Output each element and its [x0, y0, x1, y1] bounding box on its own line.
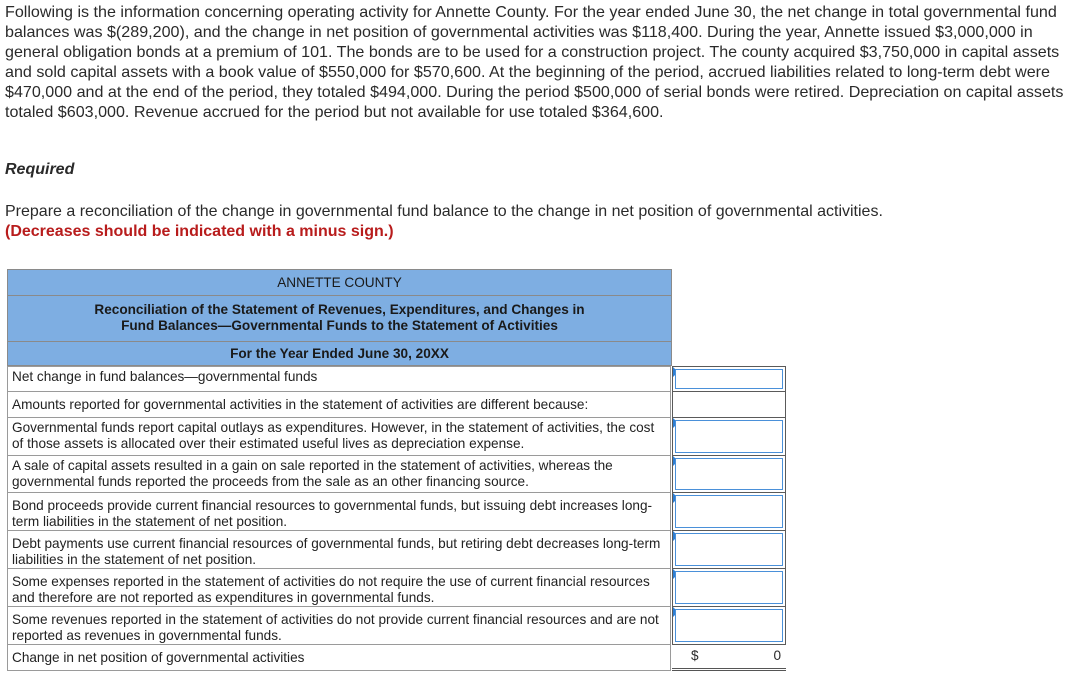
- table-row: [7, 391, 786, 418]
- table-row: [7, 366, 786, 392]
- instruction: [5, 202, 1067, 242]
- total-row: [7, 644, 786, 671]
- row-label-explanation-intro: Amounts reported for governmental activities in the statement of activities are different because:: [7, 391, 671, 418]
- entity-header: ANNETTE COUNTY: [7, 269, 672, 296]
- table-row: [7, 606, 786, 645]
- reconciliation-table: [7, 269, 786, 672]
- amount-input-noncurrent-expenses[interactable]: [675, 571, 783, 604]
- amount-input-unavailable-revenues[interactable]: [675, 609, 783, 642]
- currency-symbol: $: [691, 648, 699, 663]
- amount-cell: [672, 417, 786, 456]
- total-amount-cell: [672, 644, 786, 671]
- table-row: [7, 455, 786, 493]
- total-amount: 0: [773, 648, 781, 663]
- amount-input-debt-payments[interactable]: [675, 533, 783, 566]
- statement-title-line-2: Fund Balances—Governmental Funds to the Statement of Activities: [121, 318, 558, 333]
- amount-input-sale-of-capital-assets[interactable]: [675, 458, 783, 490]
- amount-cell: [672, 455, 786, 493]
- instruction-text: Prepare a reconciliation of the change in governmental fund balance to the change in net position of governmental activities.: [5, 203, 883, 220]
- row-label-unavailable-revenues: Some revenues reported in the statement of activities do not provide current financial resources and are not reported as revenues in governmental funds.: [7, 606, 671, 645]
- amount-cell: [672, 568, 786, 607]
- row-label-sale-of-capital-assets: A sale of capital assets resulted in a gain on sale reported in the statement of activities, whereas the governmental funds reported the proceeds from the sale as an other financing source.: [7, 455, 671, 493]
- period-header: For the Year Ended June 30, 20XX: [7, 341, 672, 366]
- table-row: [7, 417, 786, 456]
- table-row: [7, 492, 786, 531]
- row-label-noncurrent-expenses: Some expenses reported in the statement of activities do not require the use of current financial resources and therefore are not reported as expenditures in governmental funds.: [7, 568, 671, 607]
- table-row: [7, 568, 786, 607]
- amount-input-bond-proceeds[interactable]: [675, 495, 783, 528]
- sign-note: (Decreases should be indicated with a minus sign.): [5, 223, 394, 240]
- table-row: [7, 530, 786, 569]
- row-label-net-change-fund-balances: Net change in fund balances—governmental funds: [7, 366, 671, 392]
- problem-statement: Following is the information concerning operating activity for Annette County. For the year ended June 30, the net change in total governmental fund balances was $(289,200), and the change in net position of governmental activities was $118,400. During the year, Annette issued $3,000,000 in general obligation bonds at a premium of 101. The bonds are to be used for a construction project. The county acquired $3,750,000 in capital assets and sold capital assets with a book value of $550,000 for $570,600. At the beginning of the period, accrued liabilities related to long-term debt were $470,000 and at the end of the period, they totaled $494,000. During the period $500,000 of serial bonds were retired. Depreciation on capital assets totaled $603,000. Revenue accrued for the period but not available for use totaled $364,600.: [5, 3, 1064, 121]
- empty-amount-cell: [672, 391, 786, 418]
- amount-cell: [672, 492, 786, 531]
- amount-input-capital-outlay[interactable]: [675, 420, 783, 453]
- statement-title-header: [7, 295, 672, 342]
- double-underline: [672, 668, 786, 671]
- statement-title-line-1: Reconciliation of the Statement of Revenues, Expenditures, and Changes in: [94, 302, 585, 317]
- amount-cell: [672, 366, 786, 392]
- total-label: Change in net position of governmental activities: [7, 644, 671, 671]
- amount-cell: [672, 606, 786, 645]
- row-label-debt-payments: Debt payments use current financial resources of governmental funds, but retiring debt decreases long-term liabilities in the statement of net position.: [7, 530, 671, 569]
- row-label-capital-outlay: Governmental funds report capital outlays as expenditures. However, in the statement of activities, the cost of those assets is allocated over their estimated useful lives as depreciation expense.: [7, 417, 671, 456]
- row-label-bond-proceeds: Bond proceeds provide current financial resources to governmental funds, but issuing debt increases long-term liabilities in the statement of net position.: [7, 492, 671, 531]
- amount-cell: [672, 530, 786, 569]
- amount-input-net-change-fund-balances[interactable]: [675, 369, 783, 389]
- required-heading: Required: [5, 161, 75, 178]
